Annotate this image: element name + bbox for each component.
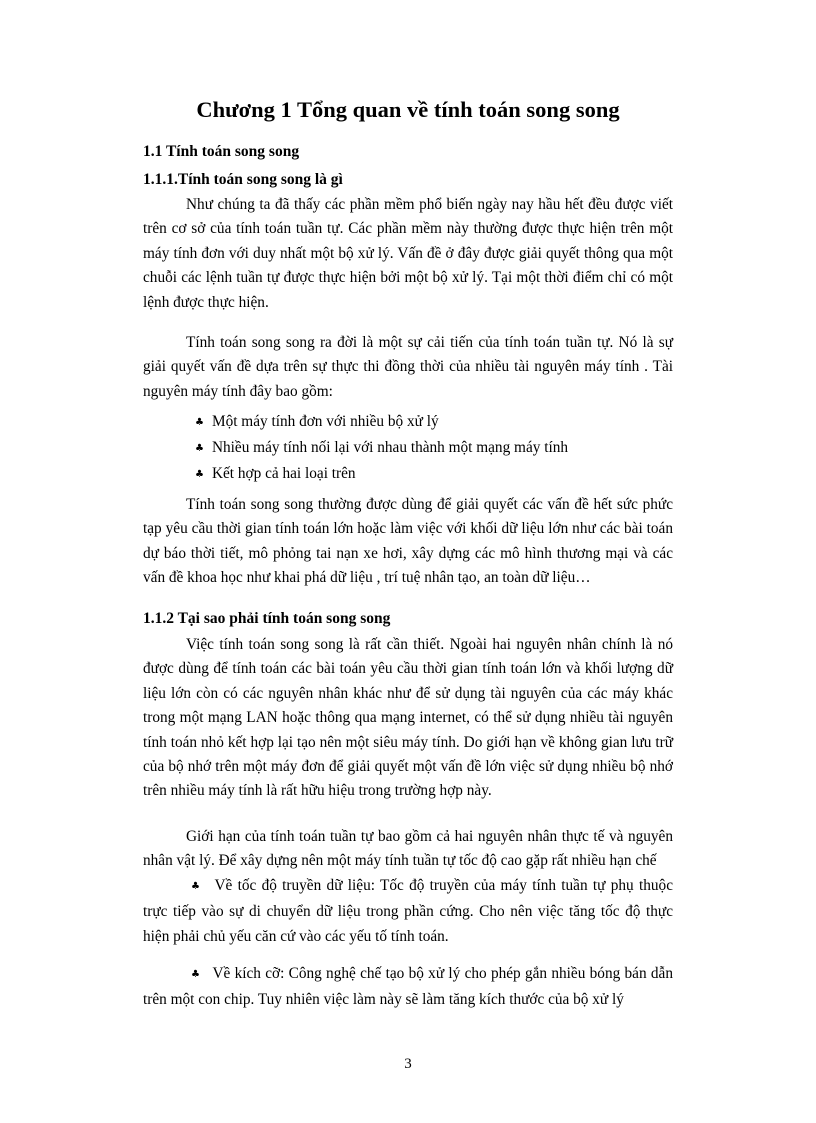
paragraph-5: Giới hạn của tính toán tuần tự bao gồm cả hai nguyên nhân thực tế và nguyên nhân vật lý. Để xây dựng nên một máy tính tuần tự tốc độ cao gặp rất nhiều hạn chế [143,828,673,870]
bullet-text: Nhiều máy tính nối lại với nhau thành một mạng máy tính [211,439,569,456]
paragraph-4: Việc tính toán song song là rất cần thiết. Ngoài hai nguyên nhân chính là nó được dùng để tính toán các bài toán yêu cầu thời gian tính toán lớn và khối lượng dữ liệu lớn còn có các nguyên nhân khác như để sử dụng tài nguyên của các máy khác trong một mạng LAN hoặc thông qua mạng internet, có thể sử dụng nhiều tài nguyên tính toán nhỏ kết hợp lại tạo nên một siêu máy tính. Do giới hạn về không gian lưu trữ của bộ nhớ trên một máy đơn để giải quyết một vấn đề lớn việc sử dụng nhiều bộ nhớ trên nhiều máy tính là rất hữu hiệu trong trường hợp này. [143,636,673,800]
paragraph-6-text: Về tốc độ truyền dữ liệu: Tốc độ truyền của máy tính tuần tự phụ thuộc trực tiếp vào sự di chuyển dữ liệu trong phần cứng. Cho nên việc tăng tốc độ thực hiện phải chủ yếu căn cứ vào các yếu tố tính toán. [143,877,673,945]
section-heading-1-1-1: 1.1.1.Tính toán song song là gì [143,171,343,188]
club-bullet-icon: ♣ [195,417,204,428]
section-heading-1-1-2: 1.1.2 Tại sao phải tính toán song song [143,610,391,627]
paragraph-7-text: Về kích cỡ: Công nghệ chế tạo bộ xử lý cho phép gắn nhiều bóng bán dẫn trên một con chip. Tuy nhiên việc làm này sẽ làm tăng kích thước của bộ xử lý [143,965,673,1009]
page-number: 3 [404,1056,412,1072]
paragraph-7 [143,962,673,1013]
bullet-item [195,412,439,434]
club-bullet-icon: ♣ [195,469,204,480]
bullet-item [195,438,568,460]
paragraph-3: Tính toán song song thường được dùng để giải quyết các vấn đề hết sức phức tạp yêu cầu thời gian tính toán lớn hoặc làm việc với khối dữ liệu lớn như các bài toán dự báo thời tiết, mô phỏng tai nạn xe hơi, xây dựng các mô hình thương mại và các vấn đề khoa học như khai phá dữ liệu , trí tuệ nhân tạo, an toàn dữ liệu… [143,496,673,587]
chapter-title: Chương 1 Tổng quan về tính toán song song [196,97,620,122]
bullet-text: Một máy tính đơn với nhiều bộ xử lý [211,413,439,430]
paragraph-2: Tính toán song song ra đời là một sự cải tiến của tính toán tuần tự. Nó là sự giải quyết vấn đề dựa trên sự thực thi đồng thời của nhiều tài nguyên máy tính . Tài nguyên máy tính đây bao gồm: [143,334,673,400]
paragraph-1: Như chúng ta đã thấy các phần mềm phổ biến ngày nay hầu hết đều được viết trên cơ sở của tính toán tuần tự. Các phần mềm này thường được thực hiện trên một máy tính đơn với duy nhất một bộ xử lý. Vấn đề ở đây được giải quyết thông qua một chuỗi các lệnh tuần tự được thực hiện bởi một bộ xử lý. Tại một thời điểm chỉ có một lệnh được thực hiện. [143,196,673,311]
paragraph-6 [143,874,673,949]
club-bullet-icon: ♣ [191,969,201,980]
club-bullet-icon: ♣ [191,881,202,892]
club-bullet-icon: ♣ [195,443,204,454]
bullet-item [195,464,356,486]
bullet-text: Kết hợp cả hai loại trên [211,465,356,482]
section-heading-1-1: 1.1 Tính toán song song [143,143,300,160]
